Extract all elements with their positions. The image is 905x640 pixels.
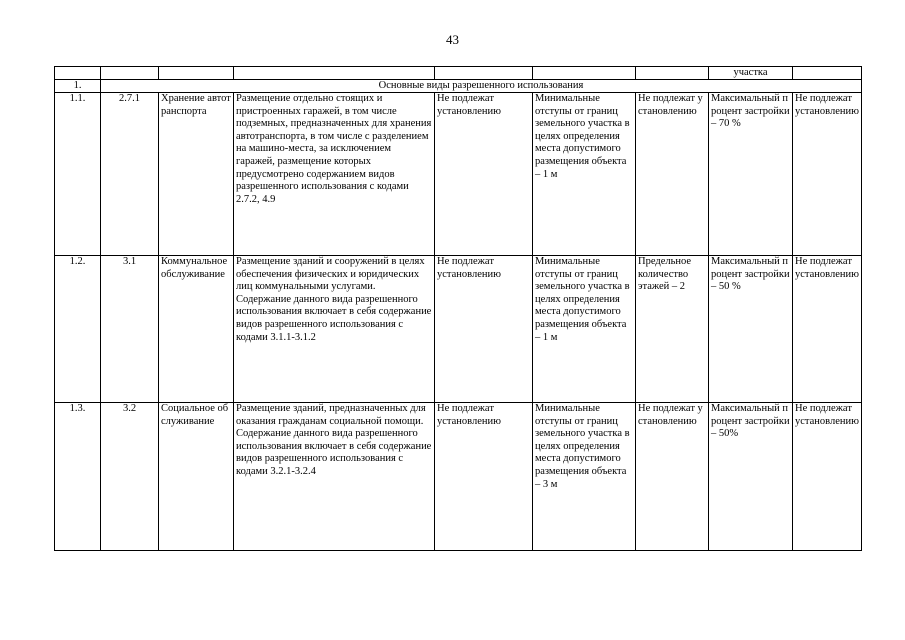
header-fragment-row <box>55 67 862 80</box>
row-col9: Не подлежат установлению <box>793 93 862 256</box>
row-col5: Не подлежат установлению <box>435 256 533 403</box>
header-fragment-cell: участка <box>709 67 793 80</box>
row-col7: Не подлежат установлению <box>636 403 709 551</box>
row-col5: Не подлежат установлению <box>435 93 533 256</box>
row-name: Коммунальное обслуживание <box>159 256 234 403</box>
row-col8: Максимальный процент застройки – 50 % <box>709 256 793 403</box>
row-col6: Минимальные отступы от границ земельного участка в целях определения места допустимого размещения объекта – 1 м <box>533 256 636 403</box>
row-col9: Не подлежат установлению <box>793 403 862 551</box>
row-col9: Не подлежат установлению <box>793 256 862 403</box>
row-col7: Предельное количество этажей – 2 <box>636 256 709 403</box>
table-row <box>55 93 862 256</box>
section-title: Основные виды разрешенного использования <box>101 80 862 93</box>
row-col7: Не подлежат установлению <box>636 93 709 256</box>
row-description: Размещение зданий и сооружений в целях обеспечения физических и юридических лиц коммунальными услугами. Содержание данного вида разрешенного использования включает в себя содержание видов разрешенного использования с кодами 3.1.1-3.1.2 <box>234 256 435 403</box>
row-name: Социальное обслуживание <box>159 403 234 551</box>
section-row <box>55 80 862 93</box>
row-col6: Минимальные отступы от границ земельного участка в целях определения места допустимого размещения объекта – 1 м <box>533 93 636 256</box>
land-use-table <box>54 66 862 551</box>
section-number: 1. <box>55 80 101 93</box>
row-col8: Максимальный процент застройки – 50% <box>709 403 793 551</box>
page-number: 43 <box>446 32 459 47</box>
row-number: 1.3. <box>55 403 101 551</box>
row-col8: Максимальный процент застройки – 70 % <box>709 93 793 256</box>
row-code: 3.1 <box>101 256 159 403</box>
row-col6: Минимальные отступы от границ земельного участка в целях определения места допустимого размещения объекта – 3 м <box>533 403 636 551</box>
row-description: Размещение отдельно стоящих и пристроенных гаражей, в том числе подземных, предназначенных для хранения автотранспорта, в том числе с разделением на машино-места, за исключением гаражей, размещение которых предусмотрено содержанием видов разрешенного использования с кодами 2.7.2, 4.9 <box>234 93 435 256</box>
table-row <box>55 403 862 551</box>
row-name: Хранение автотранспорта <box>159 93 234 256</box>
row-description: Размещение зданий, предназначенных для оказания гражданам социальной помощи. Содержание данного вида разрешенного использования включает в себя содержание видов разрешенного использования с кодами 3.2.1-3.2.4 <box>234 403 435 551</box>
row-col5: Не подлежат установлению <box>435 403 533 551</box>
table-row <box>55 256 862 403</box>
row-number: 1.1. <box>55 93 101 256</box>
row-number: 1.2. <box>55 256 101 403</box>
row-code: 3.2 <box>101 403 159 551</box>
row-code: 2.7.1 <box>101 93 159 256</box>
